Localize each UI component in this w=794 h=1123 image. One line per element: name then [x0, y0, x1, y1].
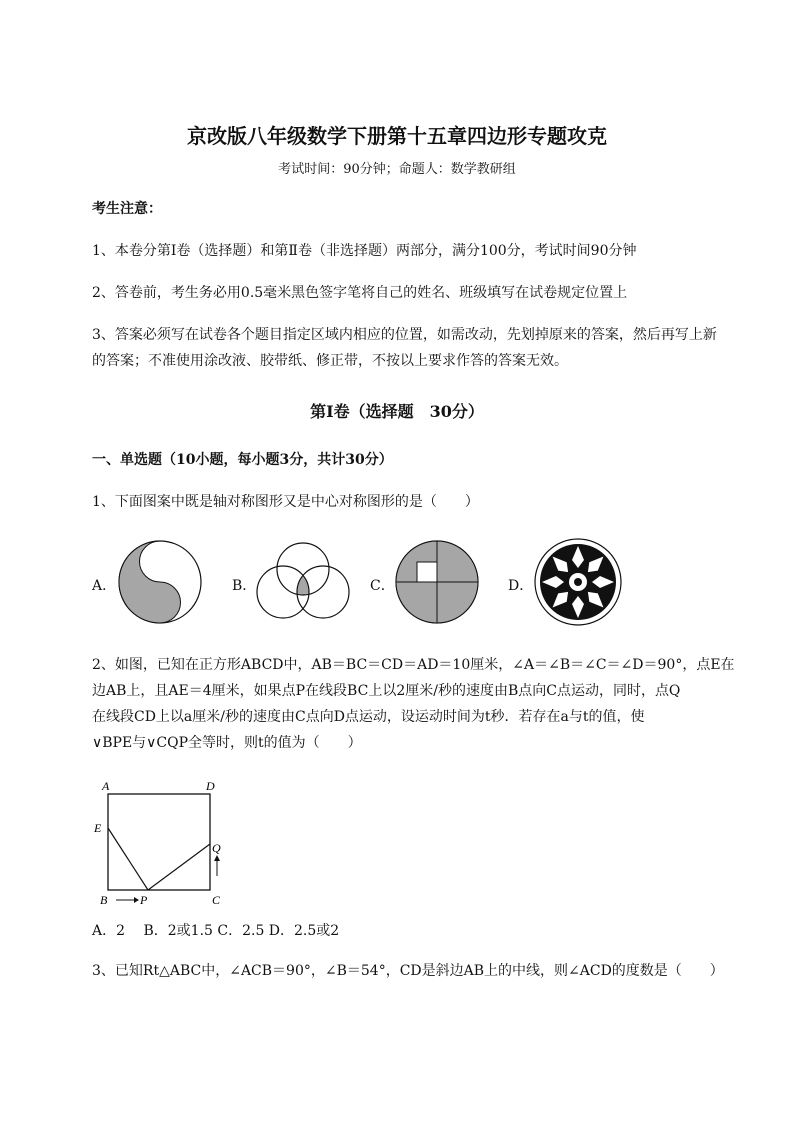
- label-q: Q: [212, 841, 221, 855]
- q2-square-figure: [90, 778, 230, 910]
- label-e: E: [94, 821, 102, 835]
- question-2-options: A．2 B．2或1.5 C．2.5 D．2.5或2: [92, 923, 340, 939]
- q1-option-c-label: C．: [370, 578, 395, 594]
- question-2-line-2: 边AB上，且AE＝4厘米，如果点P在线段BC上以2厘米/秒的速度由B点向C点运动，同时，点Q: [92, 683, 681, 699]
- notice-item-3-cont: 的答案；不准使用涂改液、胶带纸、修正带，不按以上要求作答的答案无效。: [92, 353, 568, 369]
- q1-option-a-label: A．: [92, 578, 117, 594]
- question-1-stem: 1、下面图案中既是轴对称图形又是中心对称图形的是（ ）: [92, 494, 479, 510]
- q1-option-c-figure: [395, 540, 479, 624]
- question-2-line-1: 2、如图，已知在正方形ABCD中，AB＝BC＝CD＝AD＝10厘米，∠A＝∠B＝∠C＝∠D＝90°，点E在: [92, 657, 735, 673]
- q1-option-b-figure: [256, 540, 350, 624]
- notice-heading: 考生注意：: [92, 201, 162, 217]
- notice-item-2: 2、答卷前，考生务必用0.5毫米黑色签字笔将自己的姓名、班级填写在试卷规定位置上: [92, 285, 628, 301]
- question-2-line-4: ∨BPE与∨CQP全等时，则t的值为（ ）: [92, 735, 362, 751]
- label-p: P: [140, 893, 148, 907]
- q1-option-d-label: D．: [508, 578, 534, 594]
- q1-option-a-figure: [118, 540, 202, 624]
- label-d: D: [206, 779, 215, 793]
- question-3-stem: 3、已知Rt△ABC中，∠ACB＝90°，∠B＝54°，CD是斜边AB上的中线，则∠ACD的度数是（ ）: [92, 963, 724, 979]
- q1-option-b-label: B．: [232, 578, 257, 594]
- q1-option-d-figure: [534, 538, 622, 626]
- part-heading: 一、单选题（10小题，每小题3分，共计30分）: [92, 452, 393, 468]
- label-b: B: [100, 893, 108, 907]
- section-title: 第I卷（选择题 30分）: [310, 402, 484, 421]
- notice-item-1: 1、本卷分第I卷（选择题）和第Ⅱ卷（非选择题）两部分，满分100分，考试时间90分钟: [92, 243, 637, 259]
- notice-item-3: 3、答案必须写在试卷各个题目指定区域内相应的位置，如需改动，先划掉原来的答案，然后再写上新: [92, 327, 717, 343]
- question-2-line-3: 在线段CD上以a厘米/秒的速度由C点向D点运动，设运动时间为t秒．若存在a与t的值，使: [92, 709, 645, 725]
- label-a: A: [102, 779, 110, 793]
- page-title: 京改版八年级数学下册第十五章四边形专题攻克: [187, 124, 607, 148]
- label-c: C: [212, 893, 221, 907]
- exam-info: 考试时间：90分钟；命题人：数学教研组: [278, 162, 516, 177]
